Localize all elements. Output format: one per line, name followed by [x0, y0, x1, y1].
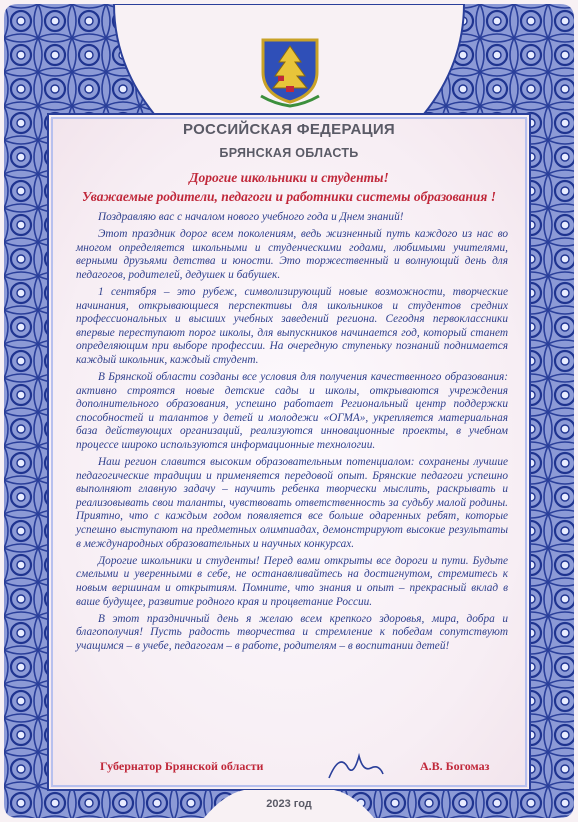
- paragraph: 1 сентября – это рубеж, символизирующий новые возможности, творческие начинания, открывающиеся перспективы для школьников и студентов средних профессиональных и высших учебных заведений региона. Сегодня первоклассники впервые переступают порог школы, для выпускников начинается год, который станет определяющим при выборе профессии. На очередную ступеньку познаний поднимается каждый школьник, каждый студент.: [76, 285, 508, 366]
- paragraph: В этот праздничный день я желаю всем крепкого здоровья, мира, добра и благополучия! Пусть радость творчества и стремление к победам сопутствуют учащимся – в учебе, педагогам – в работе, родителям – в воспитании детей!: [76, 612, 508, 652]
- paragraph: В Брянской области созданы все условия для получения качественного образования: активно строятся новые детские сады и школы, открываются учреждения дополнительного образования, успешно работает Региональный центр поддержки способностей и талантов у детей и молодежи «ОГМА», укрепляется материальная база действующих организаций, реализуются инновационные проекты, в учебном процессе широко используются информационные технологии.: [76, 371, 508, 451]
- country-heading: РОССИЙСКАЯ ФЕДЕРАЦИЯ: [182, 121, 395, 138]
- greeting-students: Дорогие школьники и студенты!: [189, 170, 389, 185]
- coat-of-arms-icon: [259, 36, 321, 108]
- letter-body: [76, 211, 508, 657]
- paragraph: Дорогие школьники и студенты! Перед вами открыты все дороги и пути. Будьте смелыми и уверенными в себе, не останавливайтесь на достигнутом, стремитесь к новым вершинам и открытиям. Помните, что знания и опыт – прекрасный вклад в ваше будущее, развитие родного края и процветание России.: [76, 554, 508, 608]
- signatory-title: Губернатор Брянской области: [100, 759, 264, 773]
- region-heading: БРЯНСКАЯ ОБЛАСТЬ: [219, 146, 359, 160]
- greeting-parents: Уважаемые родители, педагоги и работники системы образования !: [82, 189, 496, 204]
- handwritten-signature: [325, 748, 385, 784]
- paragraph: Поздравляю вас с началом нового учебного года и Днем знаний!: [98, 211, 404, 223]
- paragraph: Наш регион славится высоким образовательным потенциалом: сохранены лучшие педагогические традиции и применяется передовой опыт. Брянские педагоги успешно выполняют главную задачу – научить ребенка творчески мыслить, раскрывать и реализовывать свои таланты, чувствовать ответственность за судьбу малой родины. Приятно, что с каждым годом появляется все больше одаренных ребят, которые успешно выступают на предметных олимпиадах, демонстрируют высокие результаты в международных образовательных и научных конкурсах.: [76, 456, 508, 550]
- paragraph: Этот праздник дорог всем поколениям, ведь жизненный путь каждого из нас во многом определяется школьными и студенческими годами, любимыми учителями, верными друзьями детства и юности. Это торжественный и волнующий день для педагогов, родителей, дедушек и бабушек.: [76, 228, 508, 281]
- signatory-name: А.В. Богомаз: [420, 759, 490, 773]
- year-label: 2023 год: [266, 798, 312, 810]
